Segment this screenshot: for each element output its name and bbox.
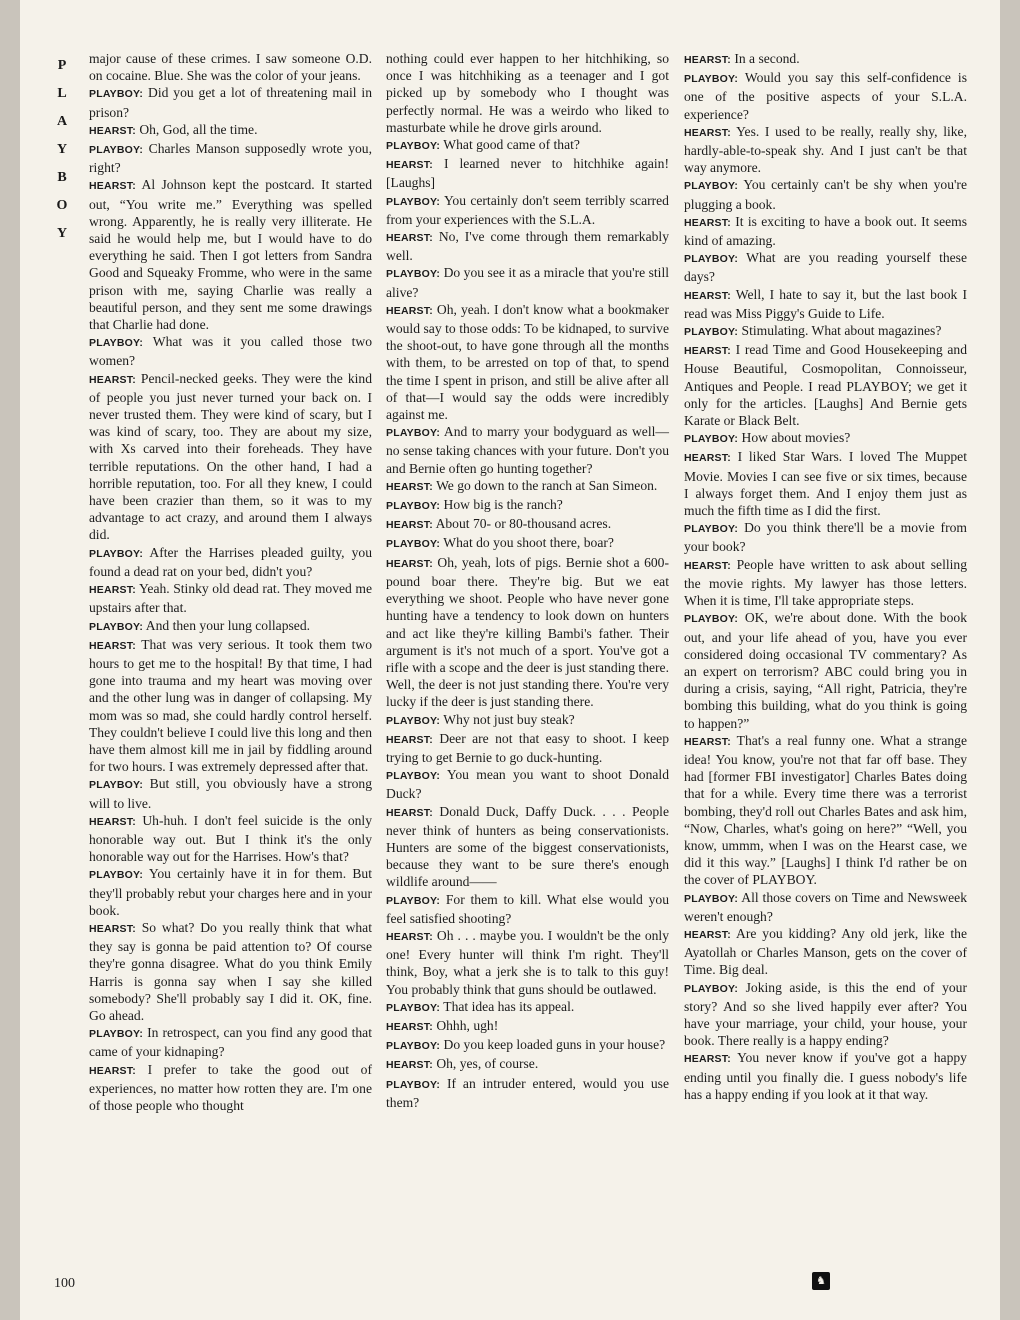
paragraph-text: That idea has its appeal. [443, 998, 575, 1014]
paragraph-text: What are you reading yourself these days? [684, 250, 967, 285]
paragraph-text: It is exciting to have a book out. It seems kind of amazing. [684, 213, 967, 249]
interview-paragraph [89, 544, 372, 580]
paragraph-text: How about movies? [741, 430, 851, 446]
interview-paragraph [386, 803, 669, 891]
paragraph-text: I read Time and Good Housekeeping and House Beautiful, Cosmopolitan, Connoisseur, Antiques and People. I read PLAYBOY; we get it only for the articles. [Laughs] And Bernie gets Karate or Black Belt. [684, 342, 967, 429]
paragraph-text: Do you see it as a miracle that you're still alive? [386, 265, 669, 300]
interview-paragraph [386, 192, 669, 228]
speaker-label: HEARST: [386, 304, 433, 317]
interview-paragraph [386, 50, 669, 136]
paragraph-text: Would you say this self-confidence is one of the positive aspects of your S.L.A. experience? [684, 70, 967, 122]
interview-paragraph [89, 176, 372, 333]
interview-paragraph [386, 998, 669, 1017]
interview-paragraph [386, 891, 669, 927]
interview-paragraph [386, 301, 669, 423]
speaker-label: HEARST: [386, 930, 433, 943]
interview-paragraph [386, 423, 669, 477]
speaker-label: HEARST: [684, 452, 731, 465]
speaker-label: HEARST: [386, 806, 433, 819]
interview-paragraph [89, 865, 372, 919]
interview-paragraph [89, 370, 372, 544]
speaker-label: PLAYBOY: [386, 140, 441, 153]
paragraph-text: We go down to the ranch at San Simeon. [436, 477, 658, 493]
speaker-label: HEARST: [386, 480, 433, 493]
interview-paragraph [386, 1017, 669, 1036]
paragraph-text: I liked Star Wars. I loved The Muppet Movie. Movies I can see five or six times, because I always forget them. And I enjoy them just as much the fifth time as I did the first. [684, 449, 967, 519]
paragraph-text: You certainly don't seem terribly scarred from your experiences with the S.L.A. [386, 192, 669, 227]
speaker-label: HEARST: [386, 733, 433, 746]
speaker-label: PLAYBOY: [89, 779, 144, 792]
interview-paragraph [684, 609, 967, 731]
paragraph-text: And to marry your bodyguard as well—no sense taking chances with your future. Don't you and Bernie often go hunting together? [386, 424, 669, 476]
paragraph-text: Oh . . . maybe you. I wouldn't be the only one! Every hunter will think I'm right. They'll think, Boy, what a jerk she is to talk to this guy! You probably think that guns should be outlawed. [386, 927, 669, 997]
paragraph-text: Did you get a lot of threatening mail in prison? [89, 85, 372, 120]
interview-paragraph [684, 69, 967, 123]
interview-paragraph [386, 554, 669, 711]
interview-paragraph [386, 496, 669, 515]
text-column-3 [684, 50, 967, 1103]
text-column-1 [89, 50, 372, 1114]
paragraph-text: Yeah. Stinky old dead rat. They moved me upstairs after that. [89, 581, 372, 616]
paragraph-text: Oh, God, all the time. [139, 121, 258, 137]
paragraph-text: Do you keep loaded guns in your house? [443, 1037, 666, 1053]
interview-paragraph [684, 979, 967, 1050]
speaker-label: PLAYBOY: [386, 1001, 441, 1014]
paragraph-text: What good came of that? [443, 137, 580, 153]
interview-paragraph [684, 286, 967, 322]
speaker-label: PLAYBOY: [89, 337, 144, 350]
paragraph-text: In a second. [734, 51, 800, 66]
speaker-label: PLAYBOY: [684, 253, 739, 266]
paragraph-text: If an intruder entered, would you use them? [386, 1075, 669, 1110]
interview-paragraph [89, 333, 372, 369]
interview-paragraph [386, 1075, 669, 1111]
paragraph-text: Well, I hate to say it, but the last book I read was Miss Piggy's Guide to Life. [684, 286, 967, 321]
interview-paragraph [684, 213, 967, 249]
speaker-label: PLAYBOY: [386, 195, 441, 208]
speaker-label: PLAYBOY: [89, 547, 144, 560]
speaker-label: PLAYBOY: [89, 1028, 144, 1041]
interview-paragraph [386, 515, 669, 534]
speaker-label: PLAYBOY: [684, 613, 739, 626]
interview-paragraph [89, 812, 372, 866]
interview-paragraph [684, 1049, 967, 1103]
paragraph-text: Oh, yeah. I don't know what a bookmaker would say to those odds: To be kidnaped, to survive the shoot-out, to have gone through all the months with them, to be arrested on top of that, to spend the time I spent in prison, and still be alive after all of that—I would say the odds were incredibly against me. [386, 301, 669, 423]
paragraph-text: All those covers on Time and Newsweek weren't enough? [684, 889, 967, 924]
speaker-label: PLAYBOY: [386, 894, 441, 907]
paragraph-text: People have written to ask about selling the movie rights. My lawyer has those letters. When it is time, I'll take appropriate steps. [684, 556, 967, 609]
speaker-label: PLAYBOY: [684, 892, 739, 905]
interview-paragraph [684, 556, 967, 610]
title-letter: L [57, 86, 67, 101]
speaker-label: PLAYBOY: [89, 144, 144, 157]
paragraph-text: major cause of these crimes. I saw someone O.D. on cocaine. Blue. She was the color of your jeans. [89, 51, 372, 84]
paragraph-text: That was very serious. It took them two hours to get me to the hospital! By that time, I had gone into trauma and my heart was moving over and the other lung was in danger of collapsing. My mom was so mad, she could hardly control herself. They couldn't believe I could live this long and then have them almost kill me in jail by fiddling around for two hours. I was extremely depressed after that. [89, 636, 372, 775]
interview-paragraph [89, 1061, 372, 1115]
paragraph-text: So what? Do you really think that what they say is gonna be paid attention to? Of course they're gonna disagree. What do you think Emily Harris is gonna say when I say she killed somebody? She'll probably say I did it. OK, fine. Go ahead. [89, 919, 372, 1023]
speaker-label: HEARST: [684, 1053, 731, 1066]
paragraph-text: Deer are not that easy to shoot. I keep trying to get Bernie to go duck-hunting. [386, 730, 670, 765]
speaker-label: PLAYBOY: [684, 180, 739, 193]
interview-paragraph [89, 580, 372, 616]
speaker-label: PLAYBOY: [386, 1040, 441, 1053]
paragraph-text: Pencil-necked geeks. They were the kind of people you just never turned your back on. I never trusted them. They were kind of scary, but I was kind of scary, too. They are about my size, with Xs carved into their foreheads. They have terrible reputations. On the other hand, I had a horrible reputation, too. For all they knew, I could have been crazier than them, so it was to my advantage to act crazy, and around them I always did. [89, 370, 372, 543]
paragraph-text: Stimulating. What about magazines? [741, 323, 942, 339]
speaker-label: PLAYBOY: [684, 73, 739, 86]
title-letter: B [57, 170, 67, 185]
interview-paragraph [684, 519, 967, 555]
paragraph-text: OK, we're about done. With the book out, and your life ahead of you, have you ever considered doing occasional TV commentary? As an expert on terrorism? ABC could bring you in during a crisis, saying, “All right, Patricia, they're bombing this building, what do you think is going to happen?” [684, 610, 967, 731]
speaker-label: HEARST: [684, 735, 731, 748]
interview-paragraph [386, 766, 669, 802]
paragraph-text: Oh, yes, of course. [436, 1056, 539, 1072]
paragraph-text: Joking aside, is this the end of your story? And so she lived happily ever after? You have your marriage, your child, your house, your book. There really is a happy ending? [684, 979, 967, 1049]
speaker-label: HEARST: [684, 559, 731, 572]
interview-paragraph [684, 448, 967, 519]
interview-paragraph [684, 50, 967, 69]
speaker-label: PLAYBOY: [684, 326, 739, 339]
speaker-label: HEARST: [386, 1059, 433, 1072]
speaker-label: HEARST: [684, 928, 731, 941]
speaker-label: PLAYBOY: [684, 982, 739, 995]
title-letter: P [57, 58, 67, 73]
paragraph-text: Al Johnson kept the postcard. It started out, “You write me.” Everything was spelled wrong. Apparently, he is really very illiterate. He said he would help me, but I would have to do everything he said. Then I got letters from Sandra Good and Squeaky Fromme, who were in the same prison with me, saying Charlie was really a beautiful person, and they sent me some drawings that Charlie had done. [89, 177, 372, 333]
speaker-label: HEARST: [89, 922, 136, 935]
title-letter: O [56, 198, 68, 213]
paragraph-text: Uh-huh. I don't feel suicide is the only honorable way out. But I think it's the only honorable way out for the Harrises. How's that? [89, 812, 372, 865]
interview-paragraph [684, 322, 967, 341]
speaker-label: PLAYBOY: [386, 538, 441, 551]
interview-paragraph [386, 477, 669, 496]
paragraph-text: What do you shoot there, boar? [443, 535, 614, 551]
interview-paragraph [684, 429, 967, 448]
interview-paragraph [89, 50, 372, 84]
interview-paragraph [89, 1024, 372, 1060]
title-letter: Y [56, 226, 68, 241]
paragraph-text: You certainly can't be shy when you're plugging a book. [684, 177, 967, 212]
paragraph-text: How big is the ranch? [443, 497, 563, 513]
speaker-label: PLAYBOY: [386, 770, 441, 783]
speaker-label: PLAYBOY: [386, 714, 441, 727]
speaker-label: PLAYBOY: [684, 523, 739, 536]
speaker-label: PLAYBOY: [386, 427, 441, 440]
speaker-label: PLAYBOY: [89, 88, 144, 101]
interview-paragraph [89, 84, 372, 120]
paragraph-text: In retrospect, can you find any good that came of your kidnaping? [89, 1025, 372, 1060]
interview-paragraph [89, 775, 372, 811]
paragraph-text: nothing could ever happen to her hitchhiking, so once I was hitchhiking as a teenager and I got picked up by somebody who I thought was perfectly normal. He was a weirdo who liked to masturbate while he drove girls around. [386, 51, 669, 135]
speaker-label: HEARST: [89, 124, 136, 137]
interview-paragraph [684, 889, 967, 925]
speaker-label: HEARST: [386, 1020, 433, 1033]
paragraph-text: No, I've come through them remarkably well. [386, 229, 669, 264]
paragraph-text: But still, you obviously have a strong will to live. [89, 776, 372, 811]
paragraph-text: Are you kidding? Any old jerk, like the Ayatollah or Charles Manson, gets on the cover of Time. Big deal. [684, 925, 967, 978]
interview-paragraph [89, 636, 372, 776]
speaker-label: HEARST: [386, 232, 433, 245]
speaker-label: PLAYBOY: [386, 1078, 441, 1091]
interview-paragraph [684, 249, 967, 285]
paragraph-text: Do you think there'll be a movie from your book? [684, 520, 967, 555]
interview-paragraph [386, 711, 669, 730]
paragraph-text: Ohhh, ugh! [436, 1017, 499, 1033]
interview-paragraph [386, 1036, 669, 1055]
paragraph-text: Oh, yeah, lots of pigs. Bernie shot a 600-pound boar there. They're big. But we eat everything we shoot. People who have never gone hunting have a tendency to look down on hunters and act like they're killing Bambi's father. Their argument is it's not much of a sport. You've got a rifle with a scope and the deer is just standing there. Well, the deer is not just standing there. You're very lucky if the deer is just standing there. [386, 554, 669, 710]
interview-paragraph [386, 136, 669, 155]
paragraph-text: That's a real funny one. What a strange idea! You know, you're not that far off base. They had [former FBI investigator] Charles Bates doing that for a while. Every time there was a terrorist bombing, they'd roll out Charles Bates and ask him, “Now, Charles, what's going on here?” “Well, you know, ummm, when I was on the Hearst case, we did it this way.” [Laughs] I think I'd rather be on the cover of PLAYBOY. [684, 732, 967, 888]
paragraph-text: What was it you called those two women? [89, 334, 372, 369]
speaker-label: HEARST: [684, 289, 731, 302]
paragraph-text: Charles Manson supposedly wrote you, right? [89, 141, 372, 176]
interview-paragraph [89, 140, 372, 176]
interview-paragraph [89, 121, 372, 140]
interview-paragraph [386, 927, 669, 998]
interview-paragraph [684, 925, 967, 979]
end-of-article-mark-icon: ♞ [812, 1272, 830, 1290]
vertical-magazine-title [52, 52, 72, 248]
paragraph-text: For them to kill. What else would you feel satisfied shooting? [386, 891, 669, 926]
speaker-label: HEARST: [386, 519, 433, 532]
speaker-label: HEARST: [684, 54, 731, 66]
speaker-label: PLAYBOY: [89, 869, 144, 882]
speaker-label: HEARST: [89, 373, 136, 386]
speaker-label: HEARST: [386, 159, 433, 172]
interview-paragraph [386, 264, 669, 300]
text-column-2 [386, 50, 669, 1111]
interview-paragraph [89, 617, 372, 636]
interview-paragraph [386, 228, 669, 264]
interview-paragraph [89, 919, 372, 1024]
speaker-label: HEARST: [89, 584, 136, 597]
interview-paragraph [386, 534, 669, 553]
interview-paragraph [684, 341, 967, 429]
paragraph-text: You never know if you've got a happy ending until you finally die. I guess nobody's life has a happy ending if you look at it that way. [684, 1050, 967, 1102]
title-letter: Y [56, 142, 68, 157]
paragraph-text: And then your lung collapsed. [145, 617, 311, 633]
speaker-label: HEARST: [684, 126, 731, 139]
paragraph-text: Donald Duck, Daffy Duck. . . . People never think of hunters as being conservationists. Hunters are some of the biggest conservationists, because they want to be sure there's enough wildlife around—— [386, 803, 669, 890]
paragraph-text: You certainly have it in for them. But they'll probably rebut your charges here and in your book. [89, 866, 372, 918]
page-number: 100 [54, 1276, 75, 1291]
paragraph-text: Why not just buy steak? [443, 711, 575, 727]
speaker-label: PLAYBOY: [89, 620, 144, 633]
speaker-label: HEARST: [89, 1064, 136, 1077]
interview-paragraph [386, 1055, 669, 1074]
title-letter: A [56, 114, 68, 129]
interview-paragraph [684, 176, 967, 212]
speaker-label: HEARST: [386, 557, 433, 570]
paragraph-text: I learned never to hitchhike again! [Laughs] [386, 156, 669, 191]
speaker-label: HEARST: [684, 216, 731, 229]
speaker-label: HEARST: [89, 639, 136, 652]
paragraph-text: I prefer to take the good out of experiences, no matter how rotten they are. I'm one of those people who thought [89, 1061, 372, 1113]
speaker-label: PLAYBOY: [684, 433, 739, 446]
interview-paragraph [684, 123, 967, 177]
paragraph-text: You mean you want to shoot Donald Duck? [386, 767, 669, 802]
speaker-label: PLAYBOY: [386, 500, 441, 513]
paragraph-text: Yes. I used to be really, really shy, like, hardly-able-to-speak shy. And I just can't be that way anymore. [684, 123, 967, 176]
speaker-label: HEARST: [684, 345, 731, 358]
speaker-label: PLAYBOY: [386, 268, 441, 281]
paragraph-text: After the Harrises pleaded guilty, you found a dead rat on your bed, didn't you? [89, 544, 372, 579]
paragraph-text: About 70- or 80-thousand acres. [435, 516, 612, 532]
interview-paragraph [684, 732, 967, 889]
interview-paragraph [386, 155, 669, 191]
speaker-label: HEARST: [89, 815, 136, 828]
interview-paragraph [386, 730, 669, 766]
speaker-label: HEARST: [89, 180, 136, 193]
